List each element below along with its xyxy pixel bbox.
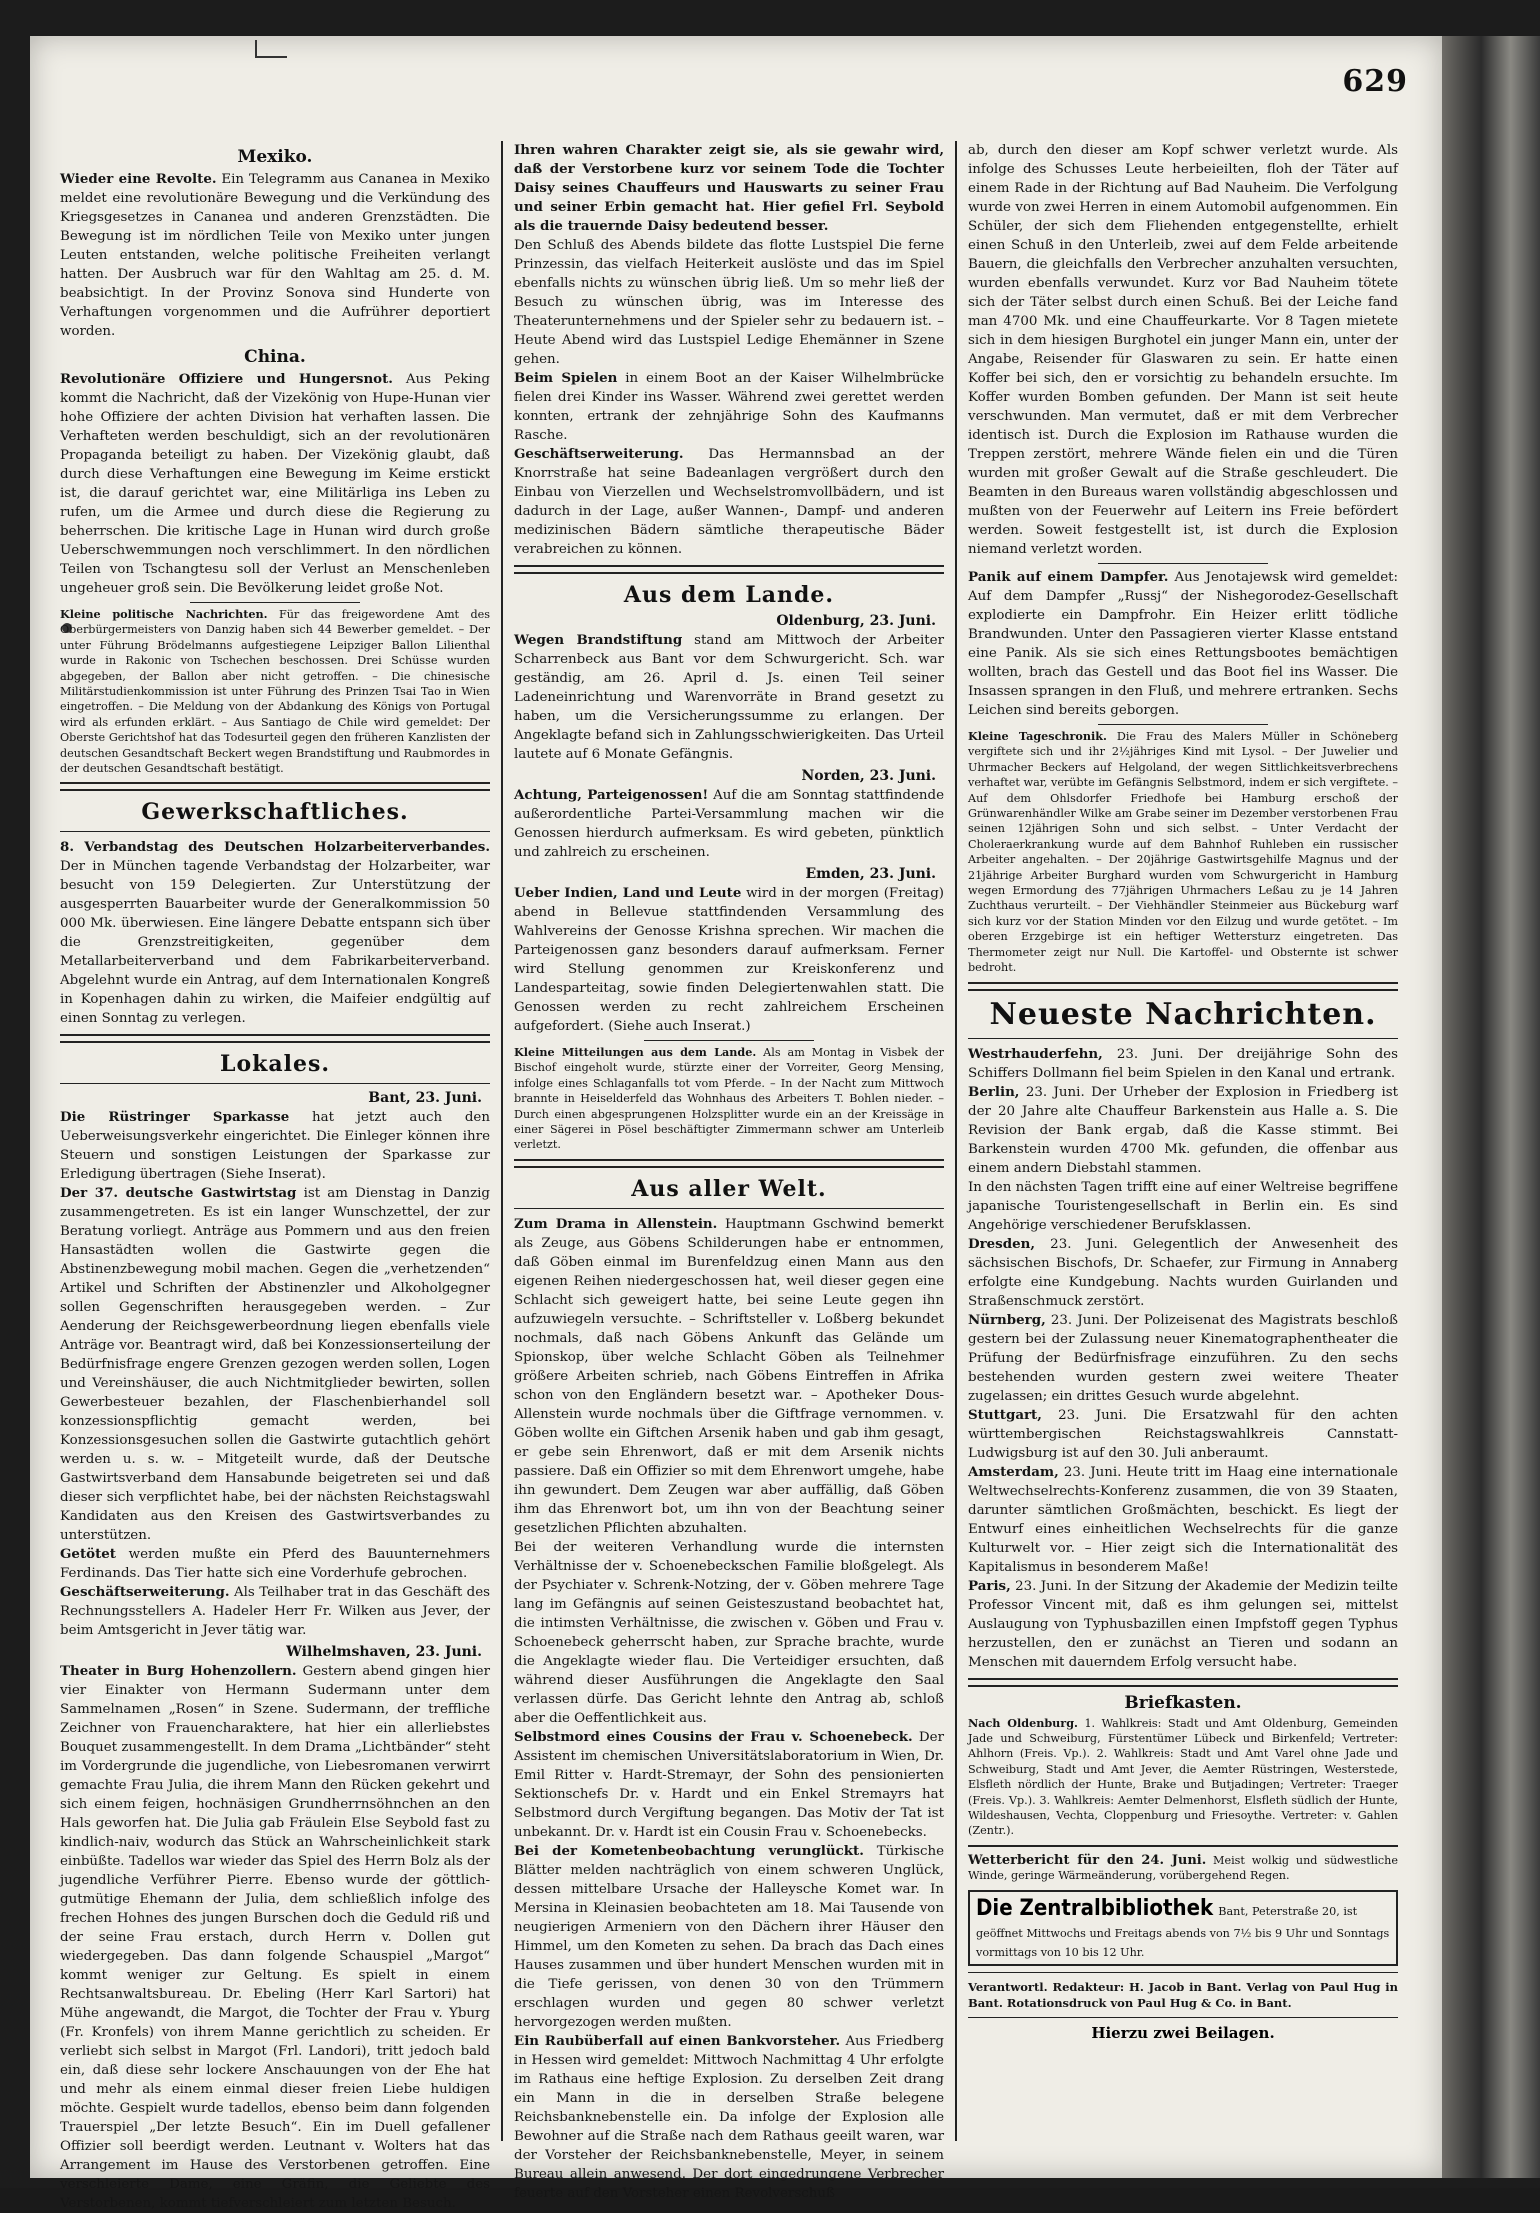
article-lead: Westrhauderfehn,: [968, 1045, 1103, 1062]
article-text: Aus Peking kommt die Nachricht, daß der Vizekönig von Hupe-Hunan vier hohe Offiziere der achten Division hat verhaften lassen. Die Verhafteten werden beschuldigt, sich an der revolutionären Propaganda beteiligt zu haben. Der Vizekönig glaubt, daß durch diese Verhaftungen eine Bewegung im Keime erstickt ist, die darauf gerichtet war, eine Militärliga ins Leben zu rufen, um die Armee und durch diese die Regierung zu beherrschen. Die kritische Lage in Hunan wird durch große Ueberschwemmungen noch verschlimmert. In den nördlichen Teilen von Tschangtesu soll der Verlust an Menschenleben ungeheuer groß sein. Die Bevölkerung leidet große Not.: [60, 372, 490, 596]
dateline: Bant, 23. Juni.: [368, 1090, 482, 1107]
article-panik: [968, 568, 1398, 720]
section-heading-china: China.: [244, 347, 306, 367]
article-text: 23. Juni. Der Polizeisenat des Magistrats beschloß gestern bei der Zulassung neuer Kinematographentheater die Prüfung der Bedürfnisfrage einzuführen. Zu den sechs bestehenden wurden gestern zwei weitere Theater zugelassen; ein drittes Gesuch wurde abgelehnt.: [968, 1312, 1399, 1404]
divider: [1098, 724, 1268, 725]
article-lead: Achtung, Parteigenossen!: [514, 787, 709, 803]
divider: [968, 1972, 1398, 1973]
article-lead: Bei der Kometenbeobachtung verunglückt.: [514, 1842, 864, 1859]
column-rule: [955, 141, 957, 2141]
article-lead: Zum Drama in Allenstein.: [514, 1215, 718, 1232]
article-text: 23. Juni. Gelegentlich der Anwesenheit des sächsischen Bischofs, Dr. Schaefer, zur Firmung in Annaberg erfolgte eine Kundgebung. Nachts wurden Guirlanden und Straßenschmuck zerstört.: [968, 1236, 1398, 1309]
dateline: Norden, 23. Juni.: [801, 768, 936, 784]
article-lead: Dresden,: [968, 1235, 1036, 1252]
article-text: Hauptmann Gschwind bemerkt als Zeuge, aus Göbens Schilderungen habe er entnommen, daß Göben einmal im Burenfeldzug einen Mann aus den eigenen Reihen niedergeschossen hat, weil dieser gegen eine Schlacht sich geweigert hatte, bei seine Leute gegen ihn aufzuwiegeln versuchte. – Schriftsteller v. Loßberg bekundet nochmals, daß nach Göbens Ankunft das Gelände um Spionskop, über welche Schlacht Göben als Teilnehmer größere Arbeiten schrieb, nach Göbens Eintreffen in Afrika schon von den Engländern besetzt war. – Apotheker Dous-Allenstein wurde nochmals über die Giftfrage vernommen. v. Göben wollte ein Giftchen Arsenik haben und gab ihm gesagt, er gebe sein Ehrenwort, daß er mit dem Arsenik nichts passiere. Daß ein Offizier so mit dem Ehrenwort umgehe, habe ihn gewundert. Dem Zeugen war aber auffällig, daß Göben ihm das Ehrenwort bot, um ihn von der Beachtung seiner gesetzlichen Pflichten abzuhalten.: [514, 1216, 944, 1536]
divider: [1098, 563, 1268, 564]
section-heading-gewerkschaftliches: Gewerkschaftliches.: [141, 799, 409, 826]
article-gastwirtstag: [60, 1184, 490, 1545]
article-china: [60, 370, 490, 598]
news-paris: [968, 1577, 1398, 1672]
divider: [968, 1038, 1398, 1039]
article-lead: Der 37. deutsche Gastwirtstag: [60, 1185, 297, 1202]
news-nuernberg: [968, 1311, 1398, 1406]
divider: [968, 1845, 1398, 1847]
article-sparkasse: [60, 1108, 490, 1184]
article-lead: Kleine Tageschronik.: [968, 729, 1107, 743]
article-allenstein: [514, 1215, 944, 1538]
article-text: hat jetzt auch den Ueberweisungsverkehr eingerichtet. Die Einleger können ihre Steuern und sonstigen Leistungen der Sparkasse zur Erledigung übertragen (Siehe Inserat).: [60, 1110, 490, 1183]
article-parteigenossen: [514, 786, 944, 862]
dateline: Oldenburg, 23. Juni.: [776, 613, 936, 629]
corner-mark: [255, 40, 287, 58]
divider: [60, 1083, 490, 1084]
article-text: 23. Juni. Heute tritt im Haag eine internationale Weltwechselrechts-Konferenz zusammen, die von 39 Staaten, darunter sämtlichen Großmächten, beschickt. Es liegt der Entwurf eines einheitlichen Wechselrechts für die ganze Kulturwelt vor. – Hier zeigt sich die Internationalität des Kapitalismus in besonderem Maße!: [968, 1464, 1398, 1575]
news-dresden: [968, 1235, 1398, 1311]
article-kleine-politische: [60, 607, 490, 776]
article-text: Die Frau des Malers Müller in Schöneberg vergiftete sich und ihr 2½jähriges Kind mit Lysol. – Der Juwelier und Uhrmacher Beckers auf Helgoland, der wegen Sittlichkeitsverbrechens verhaftet war, verübte im Gefängnis Selbstmord, indem er sich vergiftete. – Auf dem Ohlsdorfer Friedhofe bei Hamburg erschoß der Grünwarenhändler Wilke am Grabe seiner im Dezember verstorbenen Frau seinen 12jährigen Sohn und sich selbst. – Unter Verdacht der Choleraerkrankung wurde auf dem Bahnhof Ruhleben ein russischer Arbeiter angehalten. – Der 20jährige Gastwirtsgehilfe Magnus und der 21jährige Arbeiter Burghard wurden vom Schwurgericht in Hamburg wegen Ermordung des 77jährigen Uhrmachers Leßau zu je 14 Jahren Zuchthaus verurteilt. – Der Viehhändler Steinmeier aus Bückeburg warf sich kurz vor der Station Minden vor den Eilzug und wurde getötet. – Im oberen Erzgebirge ist ein heftiger Wettersturz eingetreten. Das Thermometer zeigt nur Null. Die Kartoffel- und Obsternte ist schwer bedroht.: [968, 730, 1399, 975]
article-theater: [60, 1662, 490, 2213]
article-lead: Geschäftserweiterung.: [60, 1584, 230, 1601]
divider: [968, 1678, 1398, 1687]
article-lead: Kleine politische Nachrichten.: [60, 607, 268, 621]
article-text: Als Teilhaber trat in das Geschäft des Rechnungsstellers A. Hadeler Herr Fr. Wilken aus Jever, der beim Amtsgericht in Jever tätig war.: [60, 1585, 490, 1639]
article-getoetet: [60, 1545, 490, 1583]
article-text: Gestern abend gingen hier vier Einakter von Hermann Sudermann unter dem Sammelnamen „Rosen“ in Szene. Sudermann, der treffliche Zeichner von Frauencharaktere, hat hier ein allerliebstes Bouquet zusammengestellt. In dem Drama „Lichtbänder“ steht im Vordergrunde die jugendliche, von Liebesromanen verwirrt gemachte Frau Julia, die ihrem Mann den Rücken gekehrt und sich einem feigen, hochnäsigen Grundherrnsöhnchen an den Hals geworfen hat. Die Julia gab Fräulein Else Seybold fast zu kindlich-naiv, wodurch das Stück an Wahrscheinlichkeit stark einbüßte. Tadellos war wieder das Spiel des Herrn Bolz als der jugendliche Verführer Pierre. Ebenso wurde der göttlich-gutmütige Ehemann der Julia, dem schließlich infolge des frechen Hohnes des jungen Burschen doch die Geduld riß und der seine Frau erstach, durch Herrn v. Dollen gut wiedergegeben. Das dann folgende Schauspiel „Margot“ kommt weniger zur Geltung. Es spielt in einem Rechtsanwaltsbureau. Dr. Ebeling (Herr Karl Sartori) hat Mühe angewandt, die Margot, die Tochter der Frau v. Yburg (Fr. Kronfels) von ihrem Manne gerichtlich zu scheiden. Er verliebt sich selbst in Margot (Frl. Landori), tritt jedoch bald ein, daß diese sehr lockere Anschauungen von der Ehe hat und mehr als einem einmal dieser freien Liebe huldigen möchte. Gespielt wurde tadellos, ebenso beim dann folgenden Trauerspiel „Der letzte Besuch“. Ein im Duell gefallener Offizier soll beerdigt werden. Leutnant v. Wolters hat das Arrangement im Hause des Verstorbenen getroffen. Eine verschleierte Dame, eine Gräfin, die Geliebte des Verstorbenen, kommt tiefverschleiert zum letzten Besuch.: [60, 1664, 490, 2212]
article-text: wird in der morgen (Freitag) abend in Bellevue stattfindenden Versammlung des Wahlvereins der Genosse Krishna sprechen. Wir machen die Parteigenossen ganz besonders darauf aufmerksam. Ferner wird Stellung genommen zur Kreiskonferenz und Landesparteitag, sowie finden Delegiertenwahlen statt. Die Genossen werden zu recht zahlreichem Erscheinen aufgefordert. (Siehe auch Inserat.): [514, 886, 944, 1034]
article-tageschronik: [968, 729, 1398, 976]
beilagen-note: Hierzu zwei Beilagen.: [1091, 2024, 1275, 2043]
divider: [60, 831, 490, 832]
divider: [514, 1208, 944, 1209]
columns: [60, 141, 1400, 2212]
article-lead: Panik auf einem Dampfer.: [968, 569, 1169, 585]
article-kleine-mitteilungen: [514, 1045, 944, 1153]
article-lead: Wieder eine Revolte.: [60, 171, 217, 187]
article-text: Als am Montag in Visbek der Bischof eingeholt wurde, stürzte einer der Vorreiter, Georg Mensing, infolge eines Schlaganfalls tot vom Pferde. – In der Nacht zum Mittwoch brannte in Heiselderfeld das Wohnhaus des Arbeiters T. Bohlen nieder. – Durch einen abgesprungenen Holzsplitter wurde ein an der Kreissäge in einer Sägerei in Pösel beschäftigter Zimmermann schwer am Unterleib verletzt.: [514, 1046, 944, 1152]
news-amsterdam: [968, 1463, 1398, 1577]
article-raubueberfall: [514, 2032, 944, 2203]
zentralbibliothek-notice: [968, 1890, 1398, 1967]
divider: [644, 1040, 814, 1041]
article-lead: Amsterdam,: [968, 1463, 1059, 1480]
article-lead: Stuttgart,: [968, 1406, 1042, 1423]
dateline: Emden, 23. Juni.: [805, 866, 936, 882]
divider: [60, 1034, 490, 1043]
article-lead: Berlin,: [968, 1083, 1020, 1100]
article-lead: Wetterbericht für den 24. Juni.: [968, 1852, 1207, 1868]
zentralbibliothek-text: Bant, Peterstraße 20, ist geöffnet Mittwochs und Freitags abends von 7½ bis 9 Uhr und Sonntags vormittags von 10 bis 12 Uhr.: [976, 1904, 1390, 1959]
article-geschaeftserweiterung: [60, 1583, 490, 1640]
section-heading-aus-aller-welt: Aus aller Welt.: [631, 1175, 827, 1202]
article-text: werden mußte ein Pferd des Bauunternehmers Ferdinands. Das Tier hatte sich eine Vorderhufe gebrochen.: [60, 1547, 490, 1582]
section-heading-aus-dem-lande: Aus dem Lande.: [623, 582, 835, 608]
article-indien: [514, 884, 944, 1036]
article-brandstiftung: [514, 631, 944, 764]
article-lead: Getötet: [60, 1546, 116, 1563]
article-theater-continued: Ihren wahren Charakter zeigt sie, als sie gewahr wird, daß der Verstorbene kurz vor seinem Tode die Tochter Daisy seines Chauffeurs und Hauswarts zu seiner Frau und seiner Erbin gemacht hat. Hier gefiel Frl. Seybold als die trauernde Daisy bedeutend besser.: [514, 142, 944, 234]
article-lead: Die Rüstringer Sparkasse: [60, 1109, 290, 1126]
section-heading-briefkasten: Briefkasten.: [1124, 1692, 1242, 1713]
column-3: [968, 141, 1398, 2141]
zentralbibliothek-title: Die Zentralbibliothek: [976, 1895, 1214, 1921]
article-text: 23. Juni. Der dreijährige Sohn des Schiffers Dollmann fiel beim Spielen in den Kanal und ertrank.: [968, 1046, 1398, 1081]
article-holzarbeiter: [60, 838, 490, 1028]
article-hermannsbad: [514, 445, 944, 559]
section-heading-mexiko: Mexiko.: [237, 147, 313, 167]
article-text: Der in München tagende Verbandstag der Holzarbeiter, war besucht von 159 Delegierten. Zur Unterstützung der ausgesperrten Bauarbeiter wurde der Generalkommission 50 000 Mk. überwiesen. Eine längere Debatte entspann sich über die Grenzstreitigkeiten, gegenüber dem Metallarbeiterverband und dem Fabrikarbeiterverband. Abgelehnt wurde ein Antrag, auf dem Internationalen Kongreß in Kopenhagen dahin zu wirken, die Maifeier endgültig auf einen Sonntag zu verlegen.: [60, 859, 490, 1027]
section-heading-neueste: Neueste Nachrichten.: [989, 996, 1377, 1032]
article-lead: 8. Verbandstag des Deutschen Holzarbeiterverbandes.: [60, 839, 490, 856]
article-text: stand am Mittwoch der Arbeiter Scharrenbeck aus Bant vor dem Schwurgericht. Sch. war geständig, am 26. April d. Js. einen Teil seiner Ladeneinrichtung und Warenvorräte in Brand gesetzt zu haben, um die Versicherungssumme zu erlangen. Der Angeklagte befand sich in Zahlungsschwierigkeiten. Das Urteil lautete auf 6 Monate Gefängnis.: [514, 633, 945, 762]
article-lead: Ueber Indien, Land und Leute: [514, 885, 742, 901]
article-lead: Theater in Burg Hohenzollern.: [60, 1663, 297, 1680]
article-text: 1. Wahlkreis: Stadt und Amt Oldenburg, Gemeinden Jade und Schweiburg, Fürstentümer Lübeck und Birkenfeld; Vertreter: Ahlhorn (Freis. Vp.). 2. Wahlkreis: Stadt und Amt Varel ohne Jade und Schweiburg, Stadt und Amt Jever, die Aemter Rüstringen, Westerstede, Elsfleth nördlich der Hunte, Brake und Butjadingen; Vertreter: Traeger (Freis. Vp.). 3. Wahlkreis: Aemter Delmenhorst, Elsfleth südlich der Hunte, Wildeshausen, Vechta, Cloppenburg und Friesoythe. Vertreter: v. Gahlen (Zentr.).: [968, 1716, 1398, 1838]
article-text: Der Assistent im chemischen Universitätslaboratorium in Wien, Dr. Emil Ritter v. Hardt-Stremayr, der Sohn des pensionierten Sektionschefs Dr. v. Hardt und ein Enkel Stremayrs hat Selbstmord durch Vergiftung begangen. Das Motiv der Tat ist unbekannt. Dr. v. Hardt ist ein Cousin Frau v. Schoenebecks.: [514, 1729, 944, 1840]
article-text: Aus Jenotajewsk wird gemeldet: Auf dem Dampfer „Russj“ der Nishegorodez-Gesellschaft explodierte ein Dampfrohr. Ein Heizer erlitt tödliche Brandwunden. Unter den Passagieren vierter Klasse entstand eine Panik. Als sie sich eines Rettungsbootes bemächtigen wollten, brach das Gestell und das Boot fiel ins Wasser. Die Insassen sprangen in den Fluß, und mehrere ertranken. Sechs Leichen sind bereits geborgen.: [968, 570, 1399, 718]
column-2: [514, 141, 945, 2201]
article-lead: Wegen Brandstiftung: [514, 632, 683, 648]
column-1: [60, 141, 490, 2212]
article-text: Für das freigewordene Amt des Oberbürgermeisters von Danzig haben sich 44 Bewerber gemeldet. – Der unter Führung Brödelmanns aufgestiegene Leipziger Ballon Lilienthal wurde in Rakonic von Tschechen beschossen. Drei Schüsse wurden abgegeben, der Ballon aber nicht getroffen. – Die chinesische Militärstudienkommission ist unter Führung des Prinzen Tsai Tao in Wien eingetroffen. – Die Meldung von der Abdankung des Königs von Portugal wird als erfunden erklärt. – Aus Santiago de Chile wird gemeldet: Der Oberste Gerichtshof hat das Todesurteil gegen den früheren Kanzlisten der deutschen Gesandtschaft Beckert wegen Brandstiftung und Raubmordes in der deutschen Gesandtschaft bestätigt.: [60, 608, 490, 776]
article-lead: Selbstmord eines Cousins der Frau v. Schoenebeck.: [514, 1728, 913, 1745]
section-heading-lokales: Lokales.: [219, 1051, 331, 1078]
newspaper-page: [30, 36, 1442, 2212]
article-selbstmord: [514, 1728, 944, 1842]
article-wetter: [968, 1853, 1398, 1884]
divider: [514, 1159, 944, 1168]
article-lead: Geschäftserweiterung.: [514, 446, 684, 462]
divider: [968, 982, 1398, 991]
divider: [190, 602, 360, 603]
article-lead: Ein Raubüberfall auf einen Bankvorsteher.: [514, 2032, 841, 2049]
column-rule: [501, 141, 503, 2141]
divider: [968, 2017, 1398, 2018]
article-text: 23. Juni. Der Urheber der Explosion in Friedberg ist der 20 Jahre alte Chauffeur Barkenstein aus Halle a. S. Die Revision der Bank ergab, daß die Kasse stimmt. Bei Barkenstein wurden 4700 Mk. gefunden, die offenbar aus einem andern Diebstahl stammen.: [968, 1084, 1398, 1176]
article-text: Türkische Blätter melden nachträglich von einem schweren Unglück, dessen mittelbare Ursache der Halleysche Komet war. In Mersina in Kleinasien beobachteten am 18. Mai Tausende von neugierigen Armeniern von den Dächern ihrer Häuser den Himmel, um den Kometen zu sehen. Da brach das Dach eines Hauses zusammen und über hundert Menschen wurden mit in die Tiefe gerissen, von denen 30 von den Trümmern erschlagen wurden und gegen 80 schwer verletzt hervorgezogen werden mußten.: [514, 1843, 944, 2030]
article-text: Das Hermannsbad an der Knorrstraße hat seine Badeanlagen vergrößert durch den Einbau von Vierzellen und Wechselstromvollbädern, und ist dadurch in der Lage, außer Wannen-, Dampf- und anderen medizinischen Bädern sämtliche therapeutische Bäder verabreichen zu können.: [514, 447, 944, 557]
article-lead: Nach Oldenburg.: [968, 1715, 1078, 1730]
divider: [514, 565, 944, 574]
imprint: Verantwortl. Redakteur: H. Jacob in Bant. Verlag von Paul Hug in Bant. Rotationsdruck von Paul Hug & Co. in Bant.: [968, 1980, 1398, 2011]
article-lead: Paris,: [968, 1577, 1011, 1594]
dateline: Wilhelmshaven, 23. Juni.: [286, 1644, 482, 1661]
article-text: Ein Telegramm aus Cananea in Mexiko meldet eine revolutionäre Bewegung und die Verkündung des Kriegsgesetzes in Cananea und anderen Grenzstädten. Die Bewegung ist im nördlichen Teile von Mexiko unter jungen Leuten entstanden, welche politische Freiheiten verlangt hatten. Der Ausbruch war für den Wahltag am 25. d. M. beabsichtigt. In der Provinz Sonova sind Hunderte von Verhaftungen vorgenommen und die Aufrührer deportiert worden.: [60, 172, 490, 339]
article-raubueberfall-continued: ab, durch den dieser am Kopf schwer verletzt wurde. Als infolge des Schusses Leute herbeieilten, floh der Täter auf einem Rade in der Richtung auf Bad Nauheim. Die Verfolgung wurde von zwei Herren in einem Automobil aufgenommen. Ein Schüler, der sich dem Fliehenden entgegenstellte, erhielt einen Schuß in den Unterleib, zwei auf dem Felde arbeitende Bauern, die gleichfalls den Verbrecher anzuhalten versuchten, wurden ebenfalls verwundet. Kurz vor Bad Nauheim tötete sich der Täter selbst durch einen Schuß. Bei der Leiche fand man 4700 Mk. und eine Chauffeurkarte. Vor 8 Tagen mietete sich in dem hiesigen Burghotel ein junger Mann ein, unter der Angabe, Reisender für Glaswaren zu sein. Er hatte einen Koffer bei sich, den er vorsichtig zu behandeln ersuchte. Im Koffer wurden Bomben gefunden. Der Mann ist seit heute verschwunden. Man vermutet, daß er mit dem Verbrecher identisch ist. Durch die Explosion im Rathause wurden die Treppen zerstört, mehrere Wände fielen ein und die Türen wurden mit großer Gewalt auf die Straße geschleudert. Die Beamten in den Bureaus waren vollständig abgeschlossen und mußten von der Feuerwehr auf Leitern ins Freie befördert werden. Soweit festgestellt ist, ist durch die Explosion niemand verletzt worden.: [968, 143, 1398, 557]
article-text: Auf die am Sonntag stattfindende außerordentliche Partei-Versammlung machen wir die Genossen hierdurch aufmerksam. Es wird gebeten, pünktlich und zahlreich zu erscheinen.: [514, 788, 944, 860]
article-lead: Beim Spielen: [514, 370, 618, 386]
news-berlin-2: In den nächsten Tagen trifft eine auf einer Weltreise begriffene japanische Touristengesellschaft in Berlin ein. Es sind Angehörige verschiedener Berufsklassen.: [968, 1179, 1398, 1233]
article-briefkasten: [968, 1716, 1398, 1839]
article-text: ist am Dienstag in Danzig zusammengetreten. Es ist ein langer Wunschzettel, der zur Beratung vorliegt. Anträge aus Pommern und aus den freien Hansastädten wollen die Gastwirte gegen die Abstinenzbewegung mobil machen. Gegen die „verhetzenden“ Artikel und Schriften der Abstinenzler und Alkoholgegner sollen Gegenschriften herausgegeben werden. – Zur Aenderung der Reichsgewerbeordnung liegen ebenfalls viele Anträge vor. Beantragt wird, daß bei Konzessionserteilung der Bedürfnisfrage engere Grenzen gezogen werden sollen, Logen und Vereinshäuser, die auch Nichtmitglieder bewirten, sollen Gewerbesteuer bezahlen, der Flaschenbierhandel soll konzessionspflichtig gemacht werden, bei Konzessionsgesuchen sollen die Gastwirte gutachtlich gehört werden u. s. w. – Mitgeteilt wurde, daß der Deutsche Gastwirtsverband dem Hansabunde beigetreten sei und daß dieser sich verpflichtet habe, bei der nächsten Reichstagswahl Kandidaten aus den Kreisen des Gastwirtsverbandes zu unterstützen.: [60, 1186, 490, 1544]
article-text: 23. Juni. In der Sitzung der Akademie der Medizin teilte Professor Vincent mit, daß es ihm gelungen sei, mittelst Auslaugung von Typhusbazillen einen Impfstoff gegen Typhus herzustellen, den er zunächst an Tieren und sodann an Menschen mit dauerndem Erfolg versucht habe.: [968, 1578, 1398, 1670]
article-text: in einem Boot an der Kaiser Wilhelmbrücke fielen drei Kinder ins Wasser. Während zwei gerettet werden konnten, ertrank der zehnjährige Sohn des Kaufmanns Rasche.: [514, 371, 944, 443]
article-mexiko: [60, 170, 490, 341]
news-stuttgart: [968, 1406, 1398, 1463]
article-text: Aus Friedberg in Hessen wird gemeldet: Mittwoch Nachmittag 4 Uhr erfolgte im Rathaus eine heftige Explosion. Zu derselben Zeit drang ein Mann in die in derselben Straße belegene Reichsbanknebenstelle ein. Da infolge der Explosion alle Bewohner auf die Straße nach dem Rathaus geeilt waren, war der Vorsteher der Reichsbanknebenstelle, Meyer, in seinem Bureau allein anwesend. Der dort eingedrungene Verbrecher feuerte auf den Vorsteher einen Revolverschuß: [514, 2033, 944, 2201]
article-beim-spielen: [514, 369, 944, 445]
article-lustspiel: Den Schluß des Abends bildete das flotte Lustspiel Die ferne Prinzessin, das vielfach Heiterkeit auslöste und das im Spiel ebenfalls nichts zu wünschen übrig ließ. Um so mehr ließ der Besuch zu wünschen übrig, was im Interesse des Theaterunternehmens und der Spieler sehr zu bedauern ist. – Heute Abend wird das Lustspiel Ledige Ehemänner in Szene gehen.: [514, 238, 944, 367]
page-number: 629: [1342, 64, 1408, 99]
article-lead: Kleine Mitteilungen aus dem Lande.: [514, 1045, 757, 1059]
article-verhandlung: Bei der weiteren Verhandlung wurde die internsten Verhältnisse der v. Schoenebeckschen Familie bloßgelegt. Als der Psychiater v. Schrenk-Notzing, der v. Göben mehrere Tage lang im Gefängnis auf seinen Geisteszustand beobachtet hat, die intimsten Verhältnisse, die zwischen v. Göben und Frau v. Schoenebeck geherrscht haben, zur Sprache brachte, wurde die Angeklagte wieder flau. Die Verteidiger ersuchten, daß während dieser Ausführungen die Angeklagte den Saal verlassen dürfe. Das Gericht lehnte den Antrag ab, schloß aber die Oeffentlichkeit aus.: [514, 1539, 944, 1726]
article-text: 23. Juni. Die Ersatzwahl für den achten württembergischen Reichstagswahlkreis Cannstatt-Ludwigsburg ist auf den 30. Juli anberaumt.: [968, 1407, 1398, 1461]
article-text: Meist wolkig und südwestliche Winde, geringe Wärmeänderung, vorübergehend Regen.: [968, 1853, 1398, 1883]
article-lead: Revolutionäre Offiziere und Hungersnot.: [60, 371, 393, 387]
article-kometen: [514, 1842, 944, 2032]
news-berlin: [968, 1083, 1398, 1178]
divider: [60, 782, 490, 791]
book-binding: [1442, 36, 1540, 2178]
article-lead: Nürnberg,: [968, 1311, 1046, 1328]
news-westrhauderfehn: [968, 1045, 1398, 1083]
